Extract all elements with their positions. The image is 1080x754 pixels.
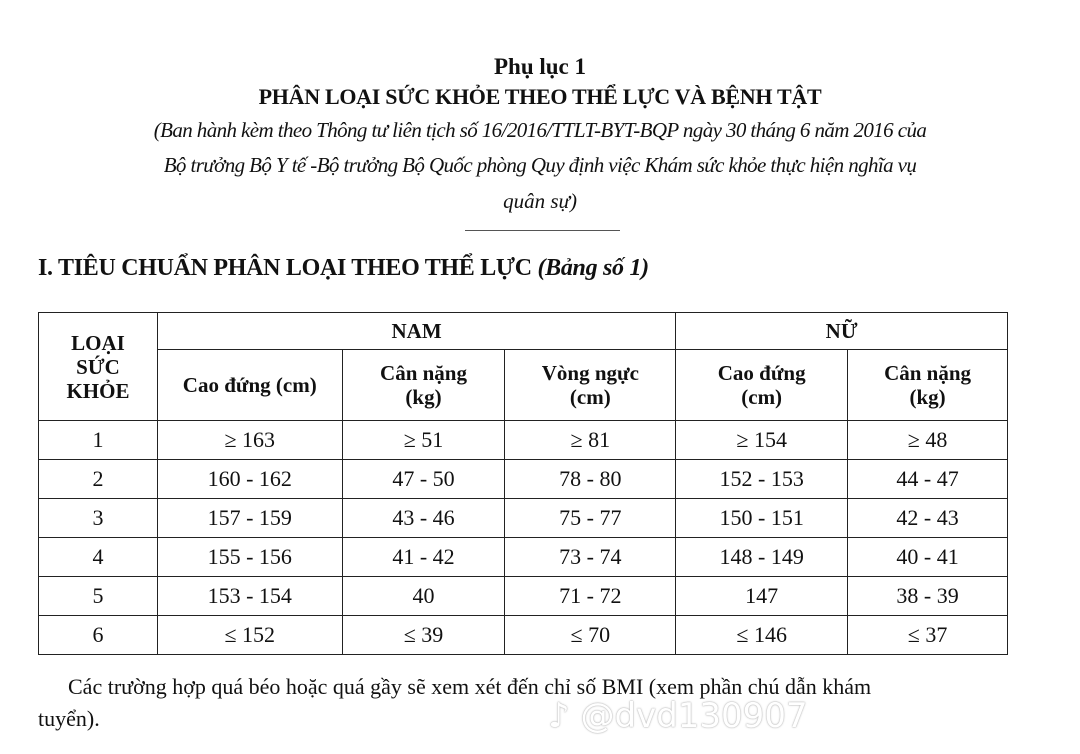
table-cell: ≥ 81	[505, 421, 676, 460]
table-cell: 147	[676, 577, 848, 616]
table-row	[39, 499, 1008, 538]
appendix-label: Phụ lục 1	[493, 54, 587, 79]
header-class: LOẠI SỨC KHỎE	[39, 313, 158, 421]
table-cell: 153 - 154	[157, 577, 342, 616]
table-cell: 152 - 153	[676, 460, 848, 499]
table-row	[39, 616, 1008, 655]
table-cell: 148 - 149	[676, 538, 848, 577]
section-title: I. TIÊU CHUẨN PHÂN LOẠI THEO THỂ LỰC	[38, 255, 538, 281]
table-cell: 150 - 151	[676, 499, 848, 538]
document-title: PHÂN LOẠI SỨC KHỎE THEO THỂ LỰC VÀ BỆNH TẬT	[258, 84, 822, 109]
table-cell: 4	[39, 538, 158, 577]
header-female: NỮ	[676, 313, 1008, 350]
table-row	[39, 538, 1008, 577]
table-cell: ≤ 146	[676, 616, 848, 655]
table-row	[39, 421, 1008, 460]
table-cell: ≤ 152	[157, 616, 342, 655]
table-cell: 160 - 162	[157, 460, 342, 499]
header-column: Cân nặng (kg)	[342, 350, 505, 421]
header-column: Cao đứng (cm)	[157, 350, 342, 421]
header-column: Cao đứng (cm)	[676, 350, 848, 421]
table-cell: ≥ 163	[157, 421, 342, 460]
fitness-classification-table	[38, 312, 1008, 655]
table-cell: 2	[39, 460, 158, 499]
table-cell: 42 - 43	[848, 499, 1008, 538]
table-cell: 6	[39, 616, 158, 655]
table-cell: 44 - 47	[848, 460, 1008, 499]
table-cell: 71 - 72	[505, 577, 676, 616]
table-cell: 47 - 50	[342, 460, 505, 499]
table-cell: ≥ 51	[342, 421, 505, 460]
subtitle-line: (Ban hành kèm theo Thông tư liên tịch số 16/2016/TTLT-BYT-BQP ngày 30 tháng 6 năm 2016 của	[153, 118, 927, 142]
table-cell: 3	[39, 499, 158, 538]
header-male: NAM	[157, 313, 675, 350]
table-cell: 5	[39, 577, 158, 616]
table-cell: 38 - 39	[848, 577, 1008, 616]
table-row	[39, 577, 1008, 616]
note-text: Các trường hợp quá béo hoặc quá gầy sẽ xem xét đến chỉ số BMI (xem phần chú dẫn khám	[68, 674, 872, 699]
table-cell: 1	[39, 421, 158, 460]
note-text: tuyển).	[38, 706, 100, 731]
table-cell: ≥ 154	[676, 421, 848, 460]
header-column: Cân nặng (kg)	[848, 350, 1008, 421]
table-row	[39, 460, 1008, 499]
table-cell: 75 - 77	[505, 499, 676, 538]
table-cell: 40	[342, 577, 505, 616]
table-cell: ≥ 48	[848, 421, 1008, 460]
divider	[465, 230, 620, 231]
watermark: ♪ @dvd130907	[548, 696, 808, 736]
subtitle-line: Bộ trưởng Bộ Y tế -Bộ trưởng Bộ Quốc phòng Quy định việc Khám sức khỏe thực hiện nghĩa vụ	[163, 153, 917, 177]
table-cell: 73 - 74	[505, 538, 676, 577]
subtitle-line: quân sự)	[503, 189, 577, 213]
table-cell: 43 - 46	[342, 499, 505, 538]
header-column: Vòng ngực (cm)	[505, 350, 676, 421]
table-cell: 157 - 159	[157, 499, 342, 538]
table-cell: ≤ 37	[848, 616, 1008, 655]
section-heading	[38, 255, 649, 282]
table-cell: ≤ 70	[505, 616, 676, 655]
table-cell: 40 - 41	[848, 538, 1008, 577]
table-ref: (Bảng số 1)	[537, 255, 649, 281]
table-cell: 78 - 80	[505, 460, 676, 499]
table-cell: 155 - 156	[157, 538, 342, 577]
table-cell: 41 - 42	[342, 538, 505, 577]
table-cell: ≤ 39	[342, 616, 505, 655]
